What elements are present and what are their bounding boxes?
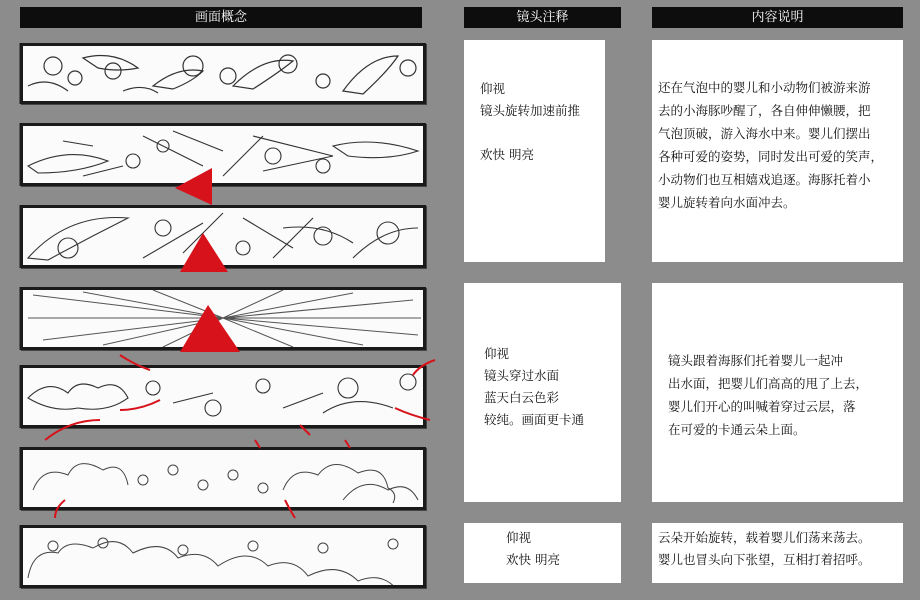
content-line: 小动物们也互相嬉戏追逐。海豚托着小 (658, 172, 871, 187)
storyboard-panel-5 (20, 365, 426, 428)
storyboard-panel-6 (20, 447, 426, 510)
content-desc-box-3 (652, 523, 903, 583)
sketch-push-forward (23, 208, 423, 265)
content-line: 云朵开始旋转，载着婴儿们荡来荡去。 (658, 530, 871, 545)
shot-note-line: 仰视 (506, 530, 532, 545)
shot-note-line: 仰视 (484, 346, 510, 361)
storyboard-panel-3 (20, 205, 426, 268)
shot-note-line: 仰视 (480, 81, 506, 96)
shot-notes-box-3 (464, 523, 621, 583)
content-line: 婴儿旋转着向水面冲去。 (658, 195, 796, 210)
shot-note-line: 镜头穿过水面 (484, 368, 560, 383)
storyboard-panel-4 (20, 287, 426, 350)
content-line: 还在气泡中的婴儿和小动物们被游来游 (658, 80, 871, 95)
header-frame-concept: 画面概念 (20, 7, 422, 28)
content-line: 在可爱的卡通云朵上面。 (668, 422, 806, 437)
sketch-clouds-flight (23, 450, 423, 507)
storyboard-panel-2 (20, 123, 426, 186)
sketch-dolphins-bubbles (23, 46, 423, 101)
content-desc-box-1 (652, 40, 903, 262)
storyboard-panel-7 (20, 525, 426, 588)
sketch-water-burst (23, 290, 423, 347)
shot-notes-box-1 (464, 40, 605, 262)
content-line: 婴儿们开心的叫喊着穿过云层，落 (668, 399, 856, 414)
content-line: 各种可爱的姿势，同时发出可爱的笑声， (658, 149, 884, 164)
storyboard-panel-1 (20, 43, 426, 104)
header-shot-notes: 镜头注释 (464, 7, 621, 28)
sketch-cloud-landing (23, 528, 423, 585)
content-desc-box-2 (652, 283, 903, 502)
header-content-desc: 内容说明 (652, 7, 903, 28)
shot-note-line (480, 122, 605, 144)
shot-note-line: 欢快 明亮 (480, 147, 534, 162)
content-line: 气泡顶破，游入海水中来。婴儿们摆出 (658, 126, 871, 141)
sketch-swimming-spin (23, 126, 423, 183)
shot-note-line: 较纯。画面更卡通 (484, 412, 585, 427)
content-line: 婴儿也冒头向下张望，互相打着招呼。 (658, 552, 871, 567)
content-line: 出水面，把婴儿们高高的甩了上去， (668, 376, 869, 391)
shot-note-line: 镜头旋转加速前推 (480, 103, 581, 118)
shot-note-line: 蓝天白云色彩 (484, 390, 560, 405)
shot-notes-box-2 (464, 283, 621, 502)
sketch-breaking-surface (23, 368, 423, 425)
content-line: 去的小海豚吵醒了，各自伸伸懒腰，把 (658, 103, 871, 118)
content-line: 镜头跟着海豚们托着婴儿一起冲 (668, 353, 844, 368)
shot-note-line: 欢快 明亮 (506, 552, 560, 567)
